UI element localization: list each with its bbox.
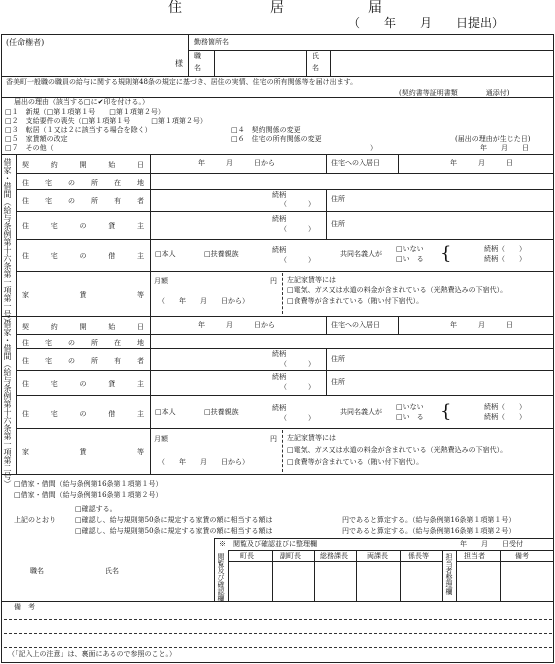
- bottom-remarks-label: 備 考: [14, 603, 35, 611]
- s2-borrower-zokugara: 続柄: [272, 404, 286, 412]
- s2-monthly-label: 月額: [154, 435, 168, 443]
- reason-7-close: ）: [370, 144, 377, 152]
- footnote: （「記入上の注意」は、裏面にあるので参照のこと。）: [8, 650, 176, 658]
- sama-label: 様: [175, 59, 183, 68]
- s2-owner-zokugara: 続柄: [272, 350, 286, 358]
- attachment-note: (契約書等証明書類 通添付): [399, 89, 510, 97]
- s2-co-owner-bracket: {: [440, 401, 452, 422]
- s2-lender-label: 住 宅 の 貸 主: [22, 380, 144, 388]
- s2-lender-zokugara: 続柄: [272, 373, 286, 381]
- s1-co-owner-exists[interactable]: □い る: [396, 255, 424, 263]
- confirm-option-2[interactable]: □確認し、給与規則第50条に規定する家賃の額に相当する額は: [75, 516, 273, 524]
- s1-lender-label: 住 宅 の 貸 主: [22, 222, 144, 230]
- s1-rent-note-meals[interactable]: □食費等が含まれている（賄い付下宿代）。: [287, 297, 424, 305]
- occurred-date-label: (届出の理由が生じた日): [455, 135, 531, 143]
- s1-lender-address: 住所: [331, 220, 345, 228]
- confirm-option-2-end: 円であると算定する。（給与条例第16条第１項第１号）: [342, 516, 516, 524]
- s1-co-owner-label: 共同名義人が: [340, 250, 382, 258]
- s2-contract-start-date[interactable]: 年 月 日から: [198, 321, 275, 329]
- s2-yen-label: 円: [270, 435, 277, 443]
- confirm-section-1[interactable]: □借家・借間（給与条例第16条第１項第１号）: [14, 480, 163, 488]
- s1-monthly-label: 月額: [154, 277, 168, 285]
- s2-location-label: 住 宅 の 所 在 地: [22, 339, 144, 347]
- s1-owner-label: 住 宅 の 所 有 者: [22, 197, 144, 205]
- s1-borrower-label: 住 宅 の 借 主: [22, 252, 144, 260]
- confirm-option-3-end: 円であると算定する。（給与条例第16条第１項第２号）: [342, 527, 516, 535]
- position-label-top: 職: [194, 52, 201, 60]
- s1-self-checkbox[interactable]: □本人: [155, 250, 176, 258]
- s2-rent-from[interactable]: （ 年 月 日から）: [158, 458, 249, 466]
- s1-dependent-checkbox[interactable]: □扶養親族: [204, 250, 239, 258]
- s2-lender-address: 住所: [331, 378, 345, 386]
- s1-rent-note-utilities[interactable]: □電気、ガス又は水道の料金が含まれている（光熱費込みの下宿代）。: [287, 286, 508, 294]
- s2-owner-paren[interactable]: （ ）: [280, 360, 315, 368]
- signature-name-label: 氏名: [105, 567, 119, 575]
- s2-move-in-label: 住宅への入居日: [331, 321, 380, 329]
- workplace-label: 勤務箇所名: [194, 38, 229, 46]
- s2-self-checkbox[interactable]: □本人: [155, 408, 176, 416]
- s2-rent-note-meals[interactable]: □食費等が含まれている（賄い付下宿代）。: [287, 458, 424, 466]
- s2-co-owner-zokugara-2[interactable]: 続柄（ ）: [484, 413, 526, 421]
- s2-rent-note-utilities[interactable]: □電気、ガス又は水道の料金が含まれている（光熱費込みの下宿代）。: [287, 446, 508, 454]
- s2-co-owner-zokugara-1[interactable]: 続柄（ ）: [484, 403, 526, 411]
- s1-contract-start-date[interactable]: 年 月 日から: [198, 159, 275, 167]
- reasons-heading: 届出の理由（該当する□に✔印を付ける。）: [14, 98, 149, 106]
- reason-1[interactable]: □１ 新規（□第１項第１号 □第１項第２号）: [5, 108, 165, 116]
- s1-borrower-zokugara: 続柄: [272, 246, 286, 254]
- s1-lender-paren[interactable]: （ ）: [280, 225, 315, 233]
- s1-move-in-date[interactable]: 年 月 日: [450, 159, 513, 167]
- review-role-deputy-mayor: 副町長: [280, 552, 301, 560]
- s1-contract-start-label: 契 約 開 始 日: [22, 161, 144, 169]
- review-role-general-affairs: 総務課長: [320, 552, 348, 560]
- name-label-top: 氏: [312, 52, 319, 60]
- reason-7[interactable]: □７ その他（: [5, 144, 54, 152]
- title-char-3: 届: [368, 0, 382, 16]
- s2-rent-label: 家 賃 等: [22, 448, 144, 456]
- appointer-label: (任命権者): [6, 38, 45, 47]
- review-seal-column: 閲覧及び確認欄: [217, 553, 225, 602]
- s1-co-owner-bracket: {: [440, 243, 452, 264]
- section-2-label: 借家・借間（給与条例第十六条第一項第二号）: [3, 320, 12, 488]
- reason-2[interactable]: □２ 支給要件の喪失（□第１項第１号 □第１項第２号）: [5, 117, 207, 125]
- reason-5[interactable]: □５ 家賃額の改定: [5, 135, 68, 143]
- s2-contract-start-label: 契 約 開 始 日: [22, 323, 144, 331]
- submission-date: （ 年 月 日提出）: [348, 16, 505, 30]
- review-role-section-chief: 両課長: [367, 552, 388, 560]
- s2-borrower-paren[interactable]: （ ）: [280, 414, 315, 422]
- name-label-bottom: 名: [312, 64, 319, 72]
- s1-borrower-paren[interactable]: （ ）: [280, 256, 315, 264]
- s1-co-owner-zokugara-1[interactable]: 続柄（ ）: [484, 245, 526, 253]
- confirm-section-2[interactable]: □借家・借間（給与条例第16条第１項第２号）: [14, 491, 163, 499]
- s2-lender-paren[interactable]: （ ）: [280, 383, 315, 391]
- s2-dependent-checkbox[interactable]: □扶養親族: [204, 408, 239, 416]
- s1-co-owner-none[interactable]: □いない: [396, 245, 424, 253]
- review-org-column: 担当者整理欄: [445, 553, 453, 595]
- intro-statement: 香美町一般職の職員の給与に関する規則第48条の規定に基づき、居住の実情、住宅の所有関係等を届け出ます。: [6, 78, 358, 86]
- review-received-date[interactable]: 年 月 日受付: [460, 540, 523, 548]
- s1-owner-paren[interactable]: （ ）: [280, 200, 315, 208]
- review-remarks-label: 備考: [515, 552, 529, 560]
- confirm-option-3[interactable]: □確認し、給与規則第50条に規定する家賃の額に相当する額は: [75, 527, 273, 535]
- review-heading: ※ 閲覧及び確認並びに整理欄: [219, 540, 317, 548]
- s2-co-owner-exists[interactable]: □い る: [396, 413, 424, 421]
- position-label-bottom: 名: [194, 64, 201, 72]
- reason-3[interactable]: □３ 転居（１又は２に該当する場合を除く）: [5, 126, 152, 134]
- s1-owner-zokugara: 続柄: [272, 191, 286, 199]
- signature-position-label: 職名: [30, 567, 44, 575]
- confirm-option-1[interactable]: □確認する。: [75, 505, 117, 513]
- section-1-label: 借家・借間（給与条例第十六条第一項第一号）: [3, 158, 12, 326]
- reason-6[interactable]: □６ 住宅の所有関係の変更: [231, 135, 322, 143]
- s1-move-in-label: 住宅への入居日: [331, 159, 380, 167]
- s2-borrower-label: 住 宅 の 借 主: [22, 410, 144, 418]
- reason-4[interactable]: □４ 契約関係の変更: [231, 126, 301, 134]
- s1-rent-label: 家 賃 等: [22, 291, 144, 299]
- s1-owner-address: 住所: [331, 195, 345, 203]
- s1-location-label: 住 宅 の 所 在 地: [22, 179, 144, 187]
- occurred-date-value: 年 月 日: [480, 144, 529, 152]
- s2-co-owner-none[interactable]: □いない: [396, 403, 424, 411]
- s2-rent-note-head: 左記家賃等には: [287, 434, 336, 442]
- s2-co-owner-label: 共同名義人が: [340, 408, 382, 416]
- s2-owner-address: 住所: [331, 355, 345, 363]
- title-char-1: 住: [168, 0, 182, 16]
- confirm-as-above: 上記のとおり: [14, 516, 56, 524]
- s1-yen-label: 円: [270, 277, 277, 285]
- s1-lender-zokugara: 続柄: [272, 215, 286, 223]
- review-role-subsection: 係長等: [408, 552, 429, 560]
- s1-co-owner-zokugara-2[interactable]: 続柄（ ）: [484, 255, 526, 263]
- review-role-mayor: 町長: [240, 552, 254, 560]
- s1-rent-from[interactable]: （ 年 月 日から）: [158, 297, 249, 305]
- review-staff-label: 担当者: [464, 552, 485, 560]
- s2-move-in-date[interactable]: 年 月 日: [450, 321, 513, 329]
- s1-rent-note-head: 左記家賃等には: [287, 276, 336, 284]
- title-char-2: 居: [270, 0, 284, 16]
- s2-owner-label: 住 宅 の 所 有 者: [22, 357, 144, 365]
